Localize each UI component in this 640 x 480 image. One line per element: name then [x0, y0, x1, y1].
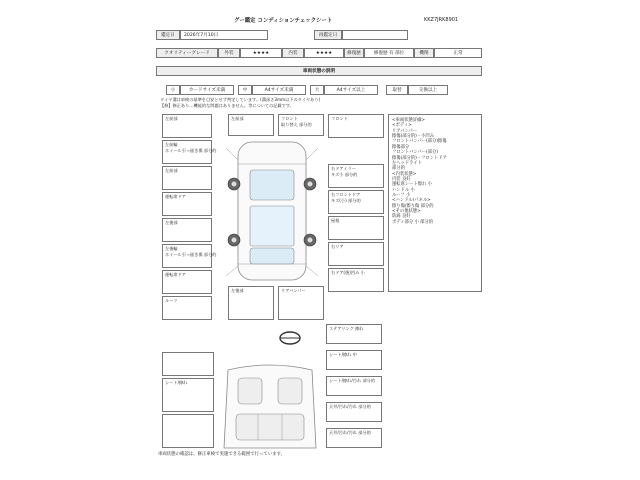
- damage-box-left-1: 左前部: [162, 114, 212, 138]
- repair-history-label: 修復歴: [344, 48, 364, 58]
- damage-box-right-1: フロント: [328, 114, 384, 138]
- damage-box-right-3: 右フロントドア キズ(小) 部分的: [328, 190, 384, 214]
- document-number: KKZ7JRK8901: [424, 17, 459, 23]
- legend-title: 車両状態の説明: [156, 66, 482, 76]
- reappraisal-date-value: [342, 30, 408, 40]
- damage-box-left-6: 左後輪 ホイール引っ掻き傷 部分的: [162, 244, 212, 268]
- interior-box-left-3: [162, 414, 214, 448]
- damage-box-left-5: 左後部: [162, 218, 212, 242]
- car-top-view-diagram: [216, 136, 328, 286]
- legend-large: 大: [310, 85, 324, 95]
- damage-box-right-5: 右リア: [328, 242, 384, 266]
- damage-box-left-4: 運転席ドア: [162, 192, 212, 216]
- remarks-text: <車両状態詳細> <ボディ> リアバンパー 擦傷(部分的)・小凹み フロントバンパー(部分)擦傷 擦傷部分 フロントバンパー(部分) 擦傷(部分的)・フロントドア 左ヘッドライト 部分的 <内装状態> 内装 良好 運転席シート擦れ 小 ハンドル 小 ルーフ 小 <ハンドル/パネル> 擦り傷/擦り傷 部分的 <その他状態> 防滴 良好 ボディ部分 小 部分的: [392, 118, 447, 225]
- quality-grade-label: クオリティーグレード: [156, 48, 218, 58]
- engine-value: 正常: [434, 48, 482, 58]
- legend-replace-desc: 交換以上: [408, 85, 448, 95]
- damage-box-right-2: 右ドアミラー キズ小 部分的: [328, 164, 384, 188]
- interior-box-right-4: 天井/汚れ/汚れ 部分的: [326, 402, 382, 422]
- damage-box-left-7: 運転席ドア: [162, 270, 212, 294]
- damage-box-bottom-2: リアバンパー: [278, 286, 324, 320]
- steering-wheel-icon: [278, 330, 302, 346]
- exterior-stars: ★★★★: [240, 48, 282, 58]
- damage-box-left-3: 左前部: [162, 166, 212, 190]
- interior-box-left-1: [162, 352, 214, 376]
- legend-medium-desc: A4サイズ未満: [252, 85, 306, 95]
- interior-box-right-3: シート/擦れ/汚れ 部分的: [326, 376, 382, 396]
- damage-box-top-2: フロント 取り替え 部分的: [278, 114, 324, 136]
- legend-medium: 中: [238, 85, 252, 95]
- exterior-label: 外装: [218, 48, 240, 58]
- damage-box-left-8: ルーフ: [162, 296, 212, 320]
- note-line-2: 【修】修正あり…機能的な問題はありません。等についての記載です。: [160, 103, 294, 108]
- remarks-panel: [388, 114, 482, 292]
- damage-box-left-2: 左前輪 ホイール引っ掻き傷 部分的: [162, 140, 212, 164]
- appraisal-date-value: 2026年7月10日: [180, 30, 268, 40]
- interior-label: 内装: [282, 48, 304, 58]
- legend-small: 小: [166, 85, 180, 95]
- damage-box-right-6: 右ドア(後)凹み 小: [328, 268, 384, 292]
- damage-box-top-1: 左前部: [228, 114, 274, 136]
- engine-label: 機関: [414, 48, 434, 58]
- legend-replace: 取替: [386, 85, 408, 95]
- footer-note: 車両状態の確認は、修正車検で実施できる範囲で行っています。: [158, 452, 285, 457]
- interior-stars: ★★★★: [304, 48, 344, 58]
- repair-history-value: 修復歴 有 部位: [364, 48, 414, 58]
- legend-small-desc: カードサイズ未満: [180, 85, 234, 95]
- note-line-1: タイヤ溝は車検の基準を目安とせず判定しています。(溝深さ3mm以下のタイヤあり): [160, 97, 321, 102]
- interior-seat-diagram: [216, 360, 324, 452]
- interior-box-left-2: シート/擦れ: [162, 378, 214, 412]
- damage-box-right-4: 屋根: [328, 216, 384, 240]
- legend-large-desc: A4サイズ以上: [324, 85, 378, 95]
- damage-box-bottom-1: 左後部: [228, 286, 274, 320]
- condition-sheet: [154, 8, 484, 472]
- sheet-title: グー鑑定 コンディションチェックシート: [234, 18, 333, 24]
- interior-box-right-2: シート/擦れ 中: [326, 350, 382, 370]
- interior-box-right-1: ステアリング 擦れ: [326, 324, 382, 344]
- interior-box-right-5: 天井/汚れ/汚れ 部分的: [326, 428, 382, 448]
- appraisal-date-label: 鑑定日: [156, 30, 180, 40]
- reappraisal-date-label: 再鑑定日: [314, 30, 342, 40]
